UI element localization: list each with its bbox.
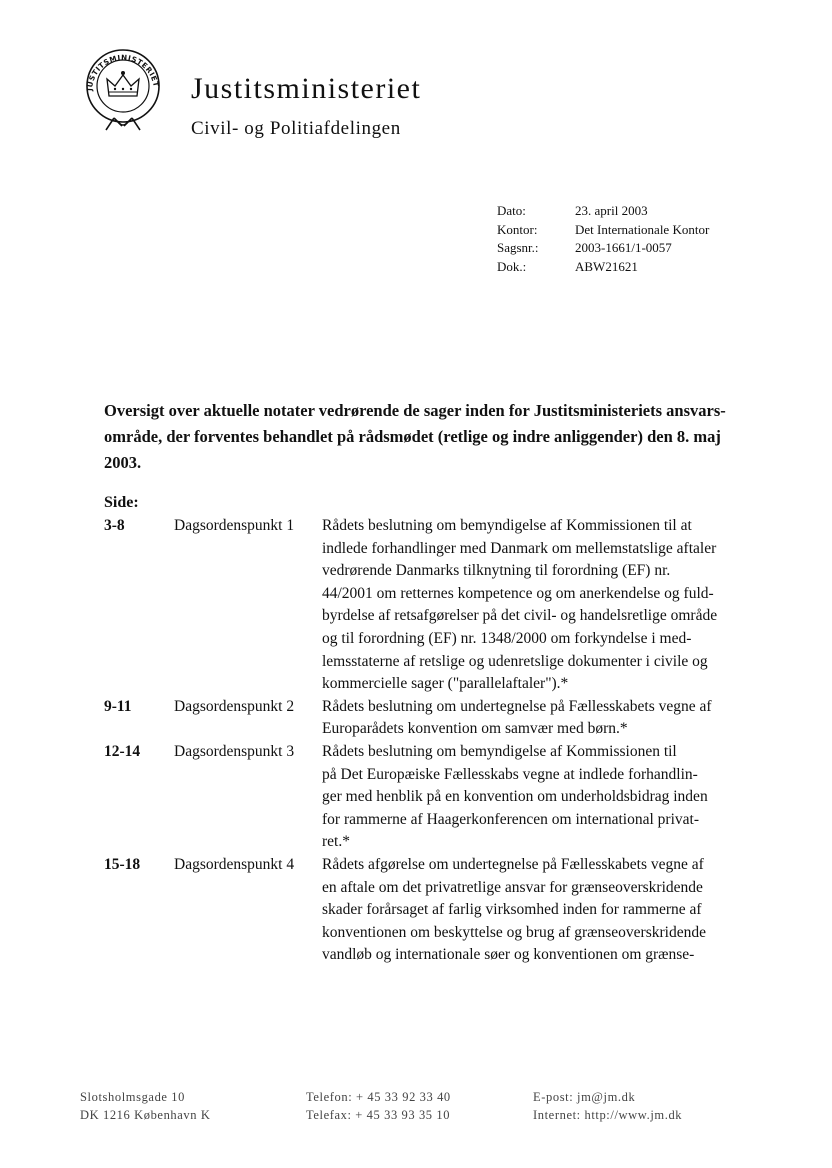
footer-postal: DK 1216 København K [80,1108,211,1122]
description-line: kommercielle sager ("parallelaftaler").* [322,675,569,693]
description-line: en aftale om det privatretlige ansvar for grænseoverskridende [322,878,703,896]
page-range: 9-11 [104,697,132,715]
description-line: Rådets beslutning om bemyndigelse af Kommissionen til at [322,517,692,534]
agenda-point: Dagsordenspunkt 2 [174,697,295,715]
ministry-seal-logo [78,46,168,136]
description-line: og til forordning (EF) nr. 1348/2000 om forkyndelse i med- [322,629,692,647]
page-range: 3-8 [104,517,125,534]
description-line: Rådets afgørelse om undertegnelse på Fællesskabets vegne af [322,855,704,873]
meta-label: Kontor: [497,221,538,237]
description-line: ret.* [322,833,350,851]
description-line: byrdelse af retsafgørelser på det civil- og handelsretlige område [322,607,718,625]
footer-online [533,1088,682,1124]
document-heading: Oversigt over aktuelle notater vedrørende de sager inden for Justitsministeriets ansvars-område, der forventes behandlet på rådsmødet (retlige og indre anliggender) den 8. maj 2003. [104,401,726,472]
meta-value: Det Internationale Kontor [575,221,710,237]
agenda-item [104,854,754,967]
description-line: Europarådets konvention om samvær med børn.* [322,720,628,738]
meta-label: Sagsnr.: [497,240,539,255]
description-line: lemsstaterne af retslige og udenretslige dokumenter i civile og [322,652,708,670]
meta-row-document [497,258,709,277]
agenda-point: Dagsordenspunkt 3 [174,742,295,760]
meta-value: 2003-1661/1-0057 [575,240,672,255]
description-line: indlede forhandlinger med Danmark om mellemstatslige aftaler [322,539,717,557]
agenda-item [104,515,754,696]
page-range: 15-18 [104,855,141,873]
agenda-description [322,854,752,967]
agenda-description [322,696,752,741]
document-metadata [497,202,709,276]
agenda-list [104,515,754,967]
agenda-description [322,515,752,696]
crown-seal-icon [78,46,168,136]
meta-row-case-number [497,239,709,258]
agenda-item [104,696,754,741]
agenda-description [322,741,752,854]
meta-label: Dok.: [497,258,527,274]
department-name: Civil- og Politiafdelingen [191,118,401,139]
footer-phone: Telefon: + 45 33 92 33 40 [306,1090,451,1104]
description-line: ger med henblik på en konvention om underholdsbidrag inden [322,788,708,806]
ministry-name: Justitsministeriet [191,72,422,105]
footer-website: Internet: http://www.jm.dk [533,1108,683,1122]
page-range: 12-14 [104,742,141,760]
agenda-point: Dagsordenspunkt 1 [174,517,295,534]
description-line: Rådets beslutning om undertegnelse på Fællesskabets vegne af [322,697,712,715]
description-line: 44/2001 om retternes kompetence og om anerkendelse og fuld- [322,584,714,602]
description-line: konventionen om beskyttelse og brug af grænseoverskridende [322,923,706,941]
description-line: vedrørende Danmarks tilknytning til forordning (EF) nr. [322,562,671,580]
footer-contact [306,1088,451,1124]
agenda-item [104,741,754,854]
description-line: Rådets beslutning om bemyndigelse af Kommissionen til [322,742,677,760]
meta-value: ABW21621 [575,258,638,274]
description-line: for rammerne af Haagerkonferencen om international privat- [322,810,699,828]
meta-value: 23. april 2003 [575,203,648,218]
description-line: vandløb og internationale søer og konventionen om grænse- [322,946,695,964]
meta-row-office [497,221,709,240]
svg-text:JUSTITSMINISTERIET: JUSTITSMINISTERIET [84,52,161,92]
meta-row-date [497,202,709,221]
footer-fax: Telefax: + 45 33 93 35 10 [306,1108,451,1122]
footer-address [80,1088,210,1124]
agenda-point: Dagsordenspunkt 4 [174,855,295,873]
description-line: på Det Europæiske Fællesskabs vegne at indlede forhandlin- [322,765,698,783]
footer-email: E-post: jm@jm.dk [533,1090,636,1104]
description-line: skader forårsaget af farlig virksomhed inden for rammerne af [322,901,702,919]
page-column-label: Side: [104,494,139,511]
meta-label: Dato: [497,203,526,218]
footer-street: Slotsholmsgade 10 [80,1090,185,1104]
